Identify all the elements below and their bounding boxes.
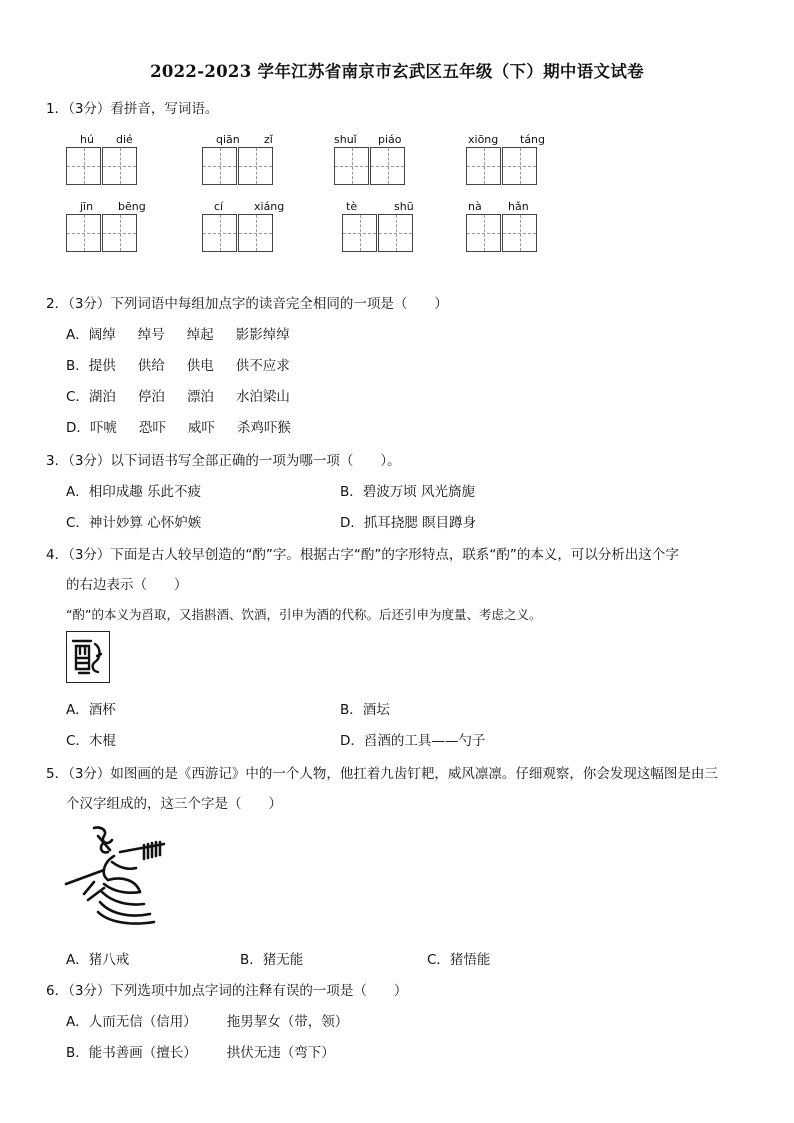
writing-box[interactable] — [66, 147, 101, 185]
question-5-option-b[interactable]: B．猪无能 — [240, 952, 304, 968]
writing-box[interactable] — [66, 214, 101, 252]
option-text: B．提供 — [66, 358, 116, 374]
option-text: 水泊梁山 — [235, 389, 290, 405]
option-text: 威吓 — [187, 420, 215, 436]
pinyin: hǎn — [508, 200, 529, 213]
question-3-option-d[interactable]: D．抓耳挠腮 瞑目蹲身 — [340, 515, 477, 531]
option-text: 拱伏无违（弯下） — [226, 1045, 335, 1061]
option-text: 供电 — [186, 358, 214, 374]
question-2-option-b[interactable] — [66, 354, 290, 374]
pinyin: shū — [394, 200, 414, 213]
pinyin: qiān — [216, 133, 240, 146]
ancient-zhuo-character-image — [66, 631, 110, 683]
pinyin: dié — [116, 133, 133, 146]
writing-box[interactable] — [102, 214, 137, 252]
option-text: 杀鸡吓猴 — [236, 420, 291, 436]
pinyin: táng — [520, 133, 546, 146]
question-4-stem: 4．（3分）下面是古人较早创造的“酌”字。根据古字“酌”的字形特点，联系“酌”的本义，可以分析出这个字 — [46, 547, 679, 563]
writing-box[interactable] — [466, 147, 501, 185]
option-text: 影影绰绰 — [235, 327, 290, 343]
pinyin: xiōng — [468, 133, 499, 146]
zhu-bajie-character-art-image — [64, 822, 168, 930]
writing-box[interactable] — [202, 214, 237, 252]
pinyin: hú — [80, 133, 94, 146]
pinyin: nà — [468, 200, 482, 213]
option-text: 绰起 — [186, 327, 214, 343]
option-text: D．吓唬 — [66, 420, 117, 436]
option-text: 供不应求 — [235, 358, 290, 374]
writing-box[interactable] — [370, 147, 405, 185]
option-text: A．阔绰 — [66, 327, 116, 343]
question-6-option-b[interactable] — [66, 1041, 335, 1061]
option-text: 漂泊 — [186, 389, 214, 405]
question-5-option-a[interactable]: A．猪八戒 — [66, 952, 130, 968]
writing-box[interactable] — [202, 147, 237, 185]
question-3-option-a[interactable]: A．相印成趣 乐此不疲 — [66, 484, 202, 500]
page-title: 2022-2023 学年江苏省南京市玄武区五年级（下）期中语文试卷 — [150, 62, 644, 81]
question-4-option-b[interactable]: B．酒坛 — [340, 702, 390, 718]
zhu-bajie-glyph-art-icon — [64, 822, 168, 930]
pinyin: xiáng — [254, 200, 285, 213]
ancient-zhuo-glyph-icon — [67, 632, 108, 681]
writing-box[interactable] — [378, 214, 413, 252]
question-2-option-a[interactable] — [66, 323, 290, 343]
option-text: 绰号 — [137, 327, 165, 343]
writing-box[interactable] — [334, 147, 369, 185]
writing-box[interactable] — [466, 214, 501, 252]
question-6-option-a[interactable] — [66, 1010, 348, 1030]
writing-box[interactable] — [238, 214, 273, 252]
question-2-stem: 2．（3分）下列词语中每组加点字的读音完全相同的一项是（ ） — [46, 296, 448, 312]
writing-box[interactable] — [502, 147, 537, 185]
question-4-stem-cont: 的右边表示（ ） — [66, 577, 188, 593]
question-5-stem: 5．（3分）如图画的是《西游记》中的一个人物，他扛着九齿钉耙，威风凛凛。仔细观察，你会发现这幅图是由三 — [46, 766, 718, 782]
pinyin: tè — [346, 200, 358, 213]
question-1-stem: 1．（3分）看拼音，写词语。 — [46, 101, 219, 117]
option-text: C．湖泊 — [66, 389, 116, 405]
pinyin: cí — [214, 200, 224, 213]
writing-box[interactable] — [102, 147, 137, 185]
option-text: A．人而无信（信用） — [66, 1014, 197, 1030]
pinyin: shuǐ — [334, 133, 357, 146]
option-text: B．能书善画（擅长） — [66, 1045, 197, 1061]
option-text: 恐吓 — [138, 420, 166, 436]
pinyin: jīn — [80, 200, 94, 213]
question-2-option-c[interactable] — [66, 385, 290, 405]
question-4-option-d[interactable]: D．舀酒的工具——勺子 — [340, 733, 486, 749]
writing-box[interactable] — [342, 214, 377, 252]
question-5-option-c[interactable]: C．猪悟能 — [427, 952, 491, 968]
question-6-stem: 6．（3分）下列选项中加点字词的注释有误的一项是（ ） — [46, 983, 408, 999]
question-4-option-c[interactable]: C．木棍 — [66, 733, 116, 749]
question-3-stem: 3．（3分）以下词语书写全部正确的一项为哪一项（ ）。 — [46, 453, 401, 469]
question-4-note: “酌”的本义为舀取，又指斟酒、饮酒，引申为酒的代称。后还引申为度量、考虑之义。 — [66, 607, 542, 622]
pinyin: bēng — [118, 200, 146, 213]
pinyin: zǐ — [264, 133, 273, 146]
question-2-option-d[interactable] — [66, 416, 291, 436]
option-text: 拖男挈女（带，领） — [226, 1014, 349, 1030]
question-4-option-a[interactable]: A．酒杯 — [66, 702, 116, 718]
writing-box[interactable] — [238, 147, 273, 185]
option-text: 供给 — [137, 358, 165, 374]
question-5-stem-cont: 个汉字组成的，这三个字是（ ） — [66, 796, 282, 812]
pinyin: piáo — [378, 133, 402, 146]
question-3-option-c[interactable]: C．神计妙算 心怀妒嫉 — [66, 515, 202, 531]
question-3-option-b[interactable]: B．碧波万顷 风光旖旎 — [340, 484, 476, 500]
writing-box[interactable] — [502, 214, 537, 252]
option-text: 停泊 — [137, 389, 165, 405]
